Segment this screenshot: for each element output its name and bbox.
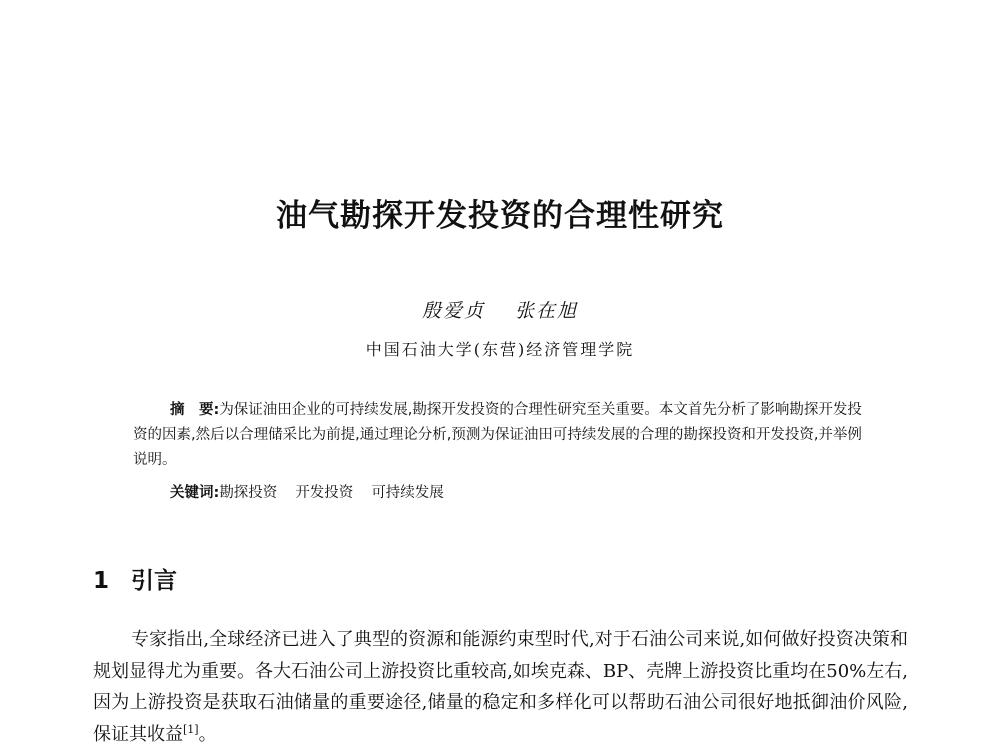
keyword: 可持续发展 (371, 485, 444, 501)
keyword: 开发投资 (295, 485, 354, 501)
keyword: 勘探投资 (219, 485, 278, 501)
body-paragraph (93, 624, 908, 750)
abstract-label: 摘 要: (170, 402, 220, 418)
author-name: 张在旭 (515, 300, 579, 322)
paper-title: 油气勘探开发投资的合理性研究 (276, 198, 724, 234)
paragraph-end: 。 (198, 723, 217, 745)
section-heading (93, 565, 177, 597)
section-title: 引言 (131, 568, 177, 594)
author-name: 殷爱贞 (421, 300, 485, 322)
citation-marker: [1] (183, 722, 199, 736)
affiliation: 中国石油大学(东营)经济管理学院 (365, 340, 635, 359)
paragraph-text: 专家指出,全球经济已进入了典型的资源和能源约束型时代,对于石油公司来说,如何做好投资决策和规划显得尤为重要。各大石油公司上游投资比重较高,如埃克森、BP、壳牌上游投资比重均在50%左右,因为上游投资是获取石油储量的重要途径,储量的稳定和多样化可以帮助石油公司很好地抵御油价风险,保证其收益 (93, 629, 908, 745)
abstract-text: 为保证油田企业的可持续发展,勘探开发投资的合理性研究至关重要。本文首先分析了影响勘探开发投资的因素,然后以合理储采比为前提,通过理论分析,预测为保证油田可持续发展的合理的勘探投资和开发投资,并举例说明。 (133, 402, 862, 468)
author-list (0, 298, 1000, 324)
abstract (133, 398, 871, 473)
keywords-label: 关键词: (170, 485, 220, 501)
section-number: 1 (93, 568, 110, 594)
keywords (170, 481, 462, 506)
